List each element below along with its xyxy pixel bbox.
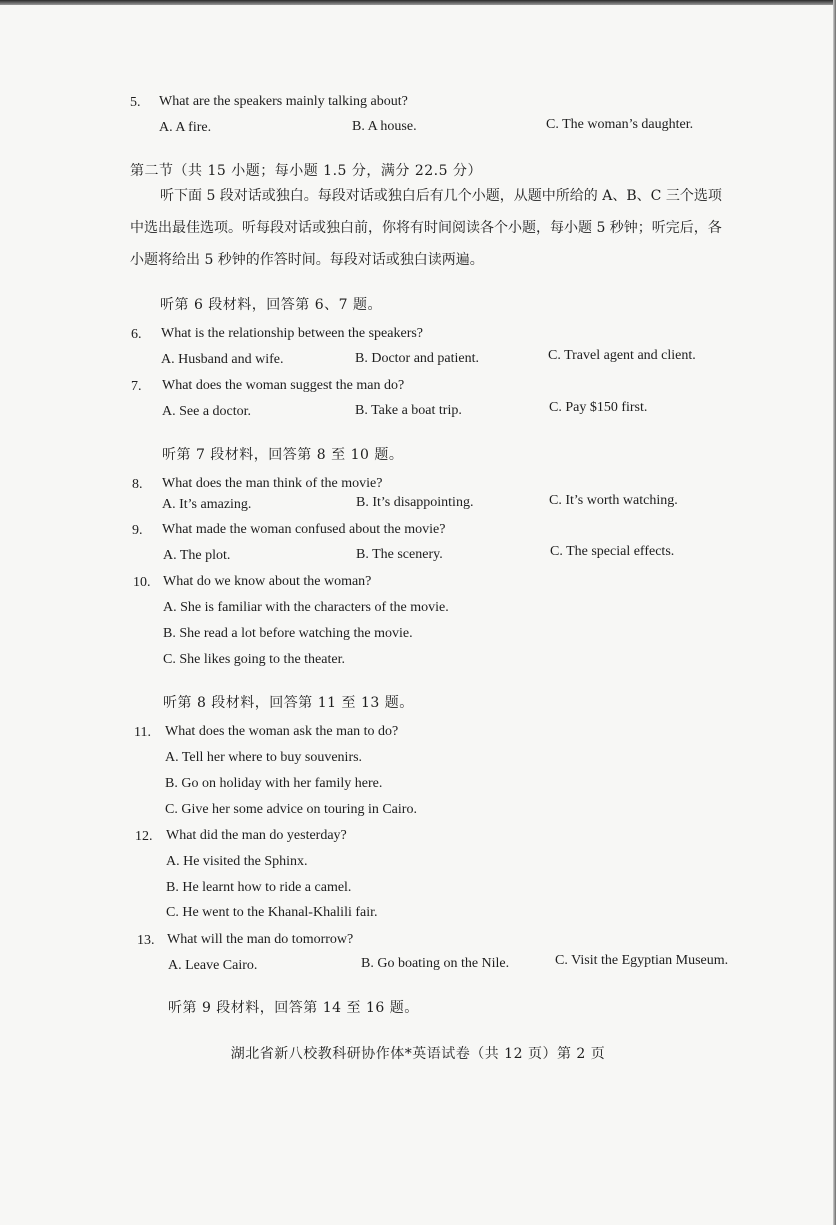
material-heading: 听第 9 段材料，回答第 14 至 16 题。 (168, 1000, 419, 1016)
q10-option-a: A. She is familiar with the characters of the movie. (163, 600, 449, 615)
q13-option-a: A. Leave Cairo. (168, 958, 258, 973)
q9-option-b: B. The scenery. (356, 547, 443, 562)
q5-option-a: A. A fire. (159, 120, 212, 135)
instruction-line: 中选出最佳选项。听每段对话或独白前，你将有时间阅读各个小题，每小题 5 秒钟；听完后，各 (130, 220, 722, 236)
q10-option-b: B. She read a lot before watching the movie. (163, 626, 413, 641)
q6-option-a: A. Husband and wife. (161, 352, 284, 367)
q8-option-c: C. It’s worth watching. (549, 493, 678, 508)
question-5-text: What are the speakers mainly talking about? (159, 94, 408, 109)
section-instructions (130, 180, 755, 276)
question-number: 11. (134, 725, 151, 740)
q9-option-a: A. The plot. (163, 548, 231, 563)
q6-option-c: C. Travel agent and client. (548, 348, 696, 363)
material-heading: 听第 8 段材料，回答第 11 至 13 题。 (163, 695, 414, 711)
q5-option-c: C. The woman’s daughter. (546, 117, 694, 132)
instruction-line: 小题将给出 5 秒钟的作答时间。每段对话或独白读两遍。 (130, 252, 484, 268)
q7-option-a: A. See a doctor. (162, 404, 252, 419)
q9-option-c: C. The special effects. (550, 544, 675, 559)
q6-option-b: B. Doctor and patient. (355, 351, 480, 366)
q7-option-c: C. Pay $150 first. (549, 400, 648, 415)
question-number: 7. (131, 379, 142, 394)
q10-option-c: C. She likes going to the theater. (163, 652, 345, 667)
question-9-text: What made the woman confused about the movie? (162, 522, 446, 537)
question-number: 12. (135, 829, 153, 844)
question-10-text: What do we know about the woman? (163, 574, 372, 589)
q12-option-b: B. He learnt how to ride a camel. (166, 880, 352, 895)
q13-option-b: B. Go boating on the Nile. (361, 956, 510, 971)
question-6-text: What is the relationship between the speakers? (161, 326, 424, 341)
q11-option-b: B. Go on holiday with her family here. (165, 776, 383, 791)
question-8-text: What does the man think of the movie? (162, 476, 383, 491)
question-number: 10. (133, 575, 151, 590)
material-heading: 听第 6 段材料，回答第 6、7 题。 (160, 297, 383, 313)
instruction-line: 听下面 5 段对话或独白。每段对话或独白后有几个小题，从题中所给的 A、B、C 三个选项 (160, 188, 722, 204)
question-number: 6. (131, 327, 142, 342)
question-number: 9. (132, 523, 143, 538)
question-13-text: What will the man do tomorrow? (167, 932, 354, 947)
page-footer: 湖北省新八校教科研协作体*英语试卷（共 12 页）第 2 页 (230, 1046, 606, 1062)
q5-option-b: B. A house. (352, 119, 417, 134)
q8-option-a: A. It’s amazing. (162, 497, 252, 512)
question-number: 8. (132, 477, 143, 492)
section-heading: 第二节（共 15 小题；每小题 1.5 分，满分 22.5 分） (130, 163, 482, 179)
q12-option-a: A. He visited the Sphinx. (166, 854, 308, 869)
material-heading: 听第 7 段材料，回答第 8 至 10 题。 (162, 447, 404, 463)
q7-option-b: B. Take a boat trip. (355, 403, 462, 418)
question-7-text: What does the woman suggest the man do? (162, 378, 405, 393)
question-11-text: What does the woman ask the man to do? (165, 724, 399, 739)
q11-option-c: C. Give her some advice on touring in Cairo. (165, 802, 417, 817)
q11-option-a: A. Tell her where to buy souvenirs. (165, 750, 363, 765)
q12-option-c: C. He went to the Khanal-Khalili fair. (166, 905, 378, 920)
question-number: 13. (137, 933, 155, 948)
q13-option-c: C. Visit the Egyptian Museum. (555, 953, 729, 968)
q8-option-b: B. It’s disappointing. (356, 495, 474, 510)
question-12-text: What did the man do yesterday? (166, 828, 347, 843)
question-number: 5. (130, 95, 141, 110)
